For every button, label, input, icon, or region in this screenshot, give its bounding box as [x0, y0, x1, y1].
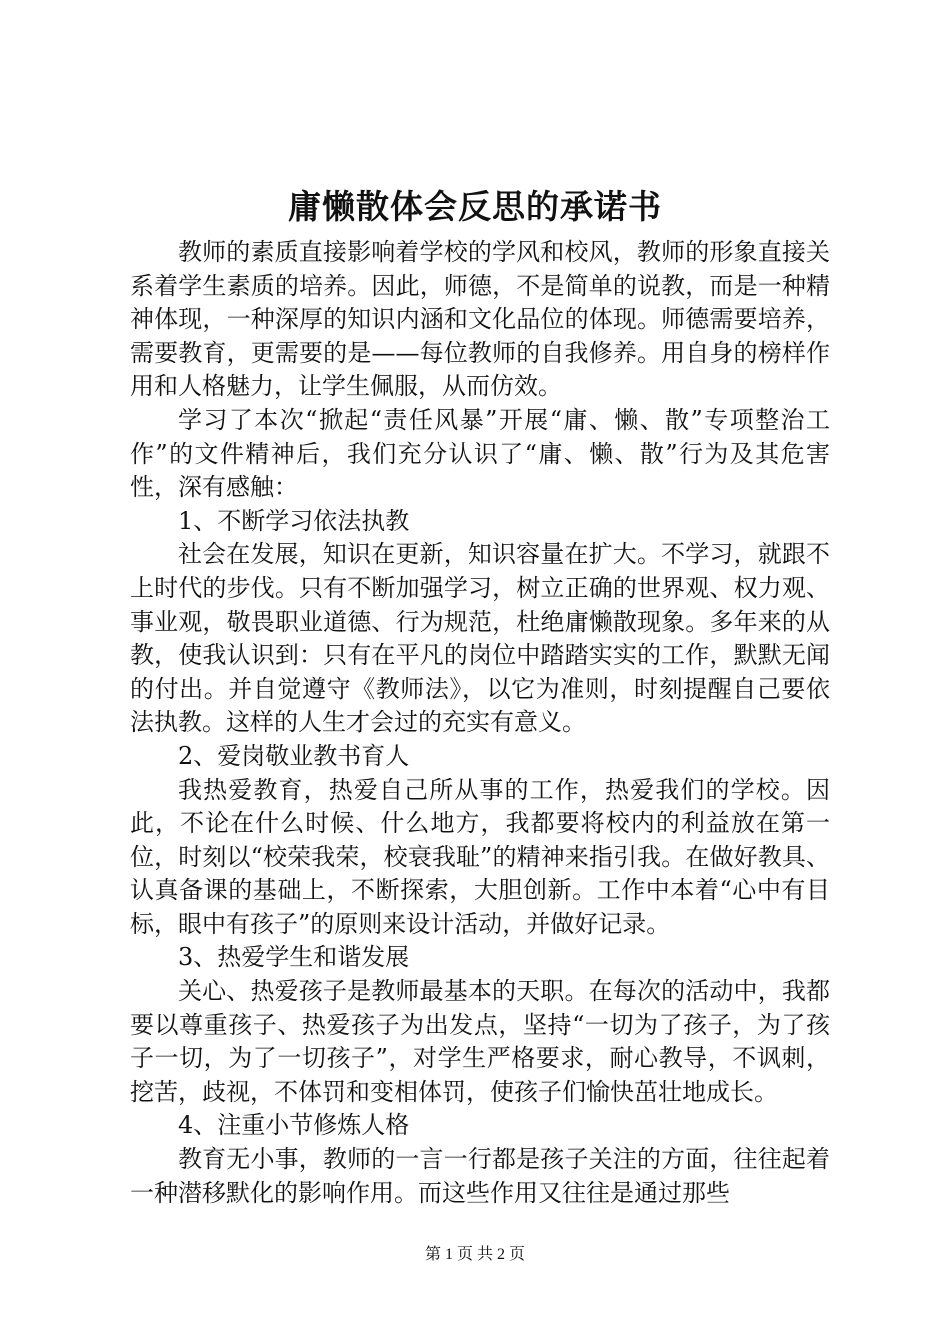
paragraph: 教育无小事，教师的一言一行都是孩子关注的方面，往往起着一种潜移默化的影响作用。而这些作用又往往是通过那些 — [130, 1145, 830, 1207]
document-title: 庸懒散体会反思的承诺书 — [288, 187, 662, 226]
paragraph: 我热爱教育，热爱自己所从事的工作，热爱我们的学校。因此，不论在什么时候、什么地方，我都要将校内的利益放在第一位，时刻以“校荣我荣，校衰我耻”的精神来指引我。在做好教具、认真备课的基础上，不断探索，大胆创新。工作中本着“心中有目标，眼中有孩子”的原则来设计活动，并做好记录。 — [130, 775, 830, 938]
page-footer: 第 1 页 共 2 页 — [424, 1246, 525, 1263]
section-heading: 1、不断学习依法执教 — [178, 506, 410, 535]
document-body — [130, 236, 830, 1210]
paragraph: 教师的素质直接影响着学校的学风和校风，教师的形象直接关系着学生素质的培养。因此，师德，不是简单的说教，而是一种精神体现，一种深厚的知识内涵和文化品位的体现。师德需要培养，需要教育，更需要的是——每位教师的自我修养。用自身的榜样作用和人格魅力，让学生佩服，从而仿效。 — [130, 238, 830, 401]
paragraph: 社会在发展，知识在更新，知识容量在扩大。不学习，就跟不上时代的步伐。只有不断加强学习，树立正确的世界观、权力观、事业观，敬畏职业道德、行为规范，杜绝庸懒散现象。多年来的从教，使我认识到：只有在平凡的岗位中踏踏实实的工作，默默无闻的付出。并自觉遵守《教师法》，以它为准则，时刻提醒自己要依法执教。这样的人生才会过的充实有意义。 — [130, 540, 830, 737]
paragraph: 学习了本次“掀起“责任风暴”开展“庸、懒、散”专项整治工作”的文件精神后，我们充分认识了“庸、懒、散”行为及其危害性，深有感触： — [130, 405, 830, 502]
section-heading: 4、注重小节修炼人格 — [178, 1111, 410, 1140]
paragraph: 关心、热爱孩子是教师最基本的天职。在每次的活动中，我都要以尊重孩子、热爱孩子为出发点，坚持“一切为了孩子，为了孩子一切，为了一切孩子”，对学生严格要求，耐心教导，不讽刺，挖苦，歧视，不体罚和变相体罚，使孩子们愉快茁壮地成长。 — [130, 977, 830, 1106]
section-heading: 3、热爱学生和谐发展 — [178, 943, 410, 972]
section-heading: 2、爱岗敬业教书育人 — [178, 741, 410, 770]
